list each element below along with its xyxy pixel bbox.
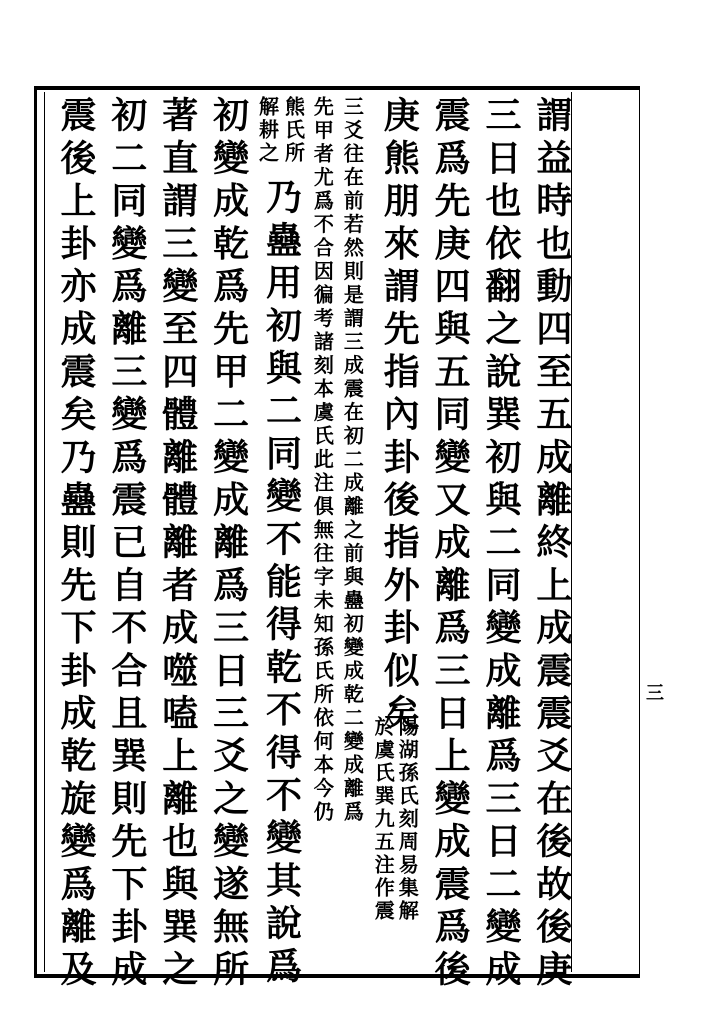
text-column-6-main: 乃蠱用初與二同變不能得乾不得不變其說爲 bbox=[260, 178, 303, 990]
text-column-7: 初變成乾爲先甲二變成離爲三日三爻之變遂無所 bbox=[207, 96, 250, 993]
text-column-8: 著直謂三變至四體離體離者成噬嗑上離也與巽之 bbox=[156, 96, 199, 993]
left-rule bbox=[44, 92, 45, 972]
text-column-2: 三日也依翻之說巽初與二同變成離爲三日二變成 bbox=[480, 96, 522, 993]
annotation-line-3: 三爻往在前若然則是謂三成震在初二成離之前與蠱初變成乾二變成離爲 bbox=[340, 96, 365, 825]
annotation-line-1: 陽湖孫氏刻周易集解 bbox=[395, 716, 420, 923]
annotation-line-4: 先甲者尤爲不合因徧考諸刻本虞氏此注俱無往字未知孫氏所依何本今仍 bbox=[310, 96, 335, 825]
annotation-line-6: 解耕之 bbox=[255, 96, 280, 165]
text-column-4-main: 庚熊朋來謂先指內卦後指外卦似矣 bbox=[378, 96, 421, 737]
annotation-line-5: 熊氏所 bbox=[281, 96, 306, 165]
text-column-1: 謂益時也動四至五成離終上成震震爻在後故後庚 bbox=[530, 96, 573, 993]
annotation-line-2: 於虞氏巽九五注作震 bbox=[371, 716, 396, 923]
text-column-5-annotation bbox=[306, 96, 365, 976]
text-column-9: 初二同變爲離三變爲震已自不合且巽則先下卦成 bbox=[105, 96, 148, 993]
text-column-3: 震爲先庚四與五同變又成離爲三日上變成震爲後 bbox=[429, 96, 472, 993]
column-6-annotation bbox=[255, 96, 306, 176]
text-column-10: 震後上卦亦成震矣乃蠱則先下卦成乾旋變爲離及 bbox=[55, 96, 97, 993]
text-column-4 bbox=[365, 96, 421, 966]
text-body bbox=[46, 96, 573, 993]
text-column-6 bbox=[250, 96, 306, 990]
column-4-annotation bbox=[371, 716, 420, 966]
page-number-mark: 三 bbox=[646, 683, 664, 704]
